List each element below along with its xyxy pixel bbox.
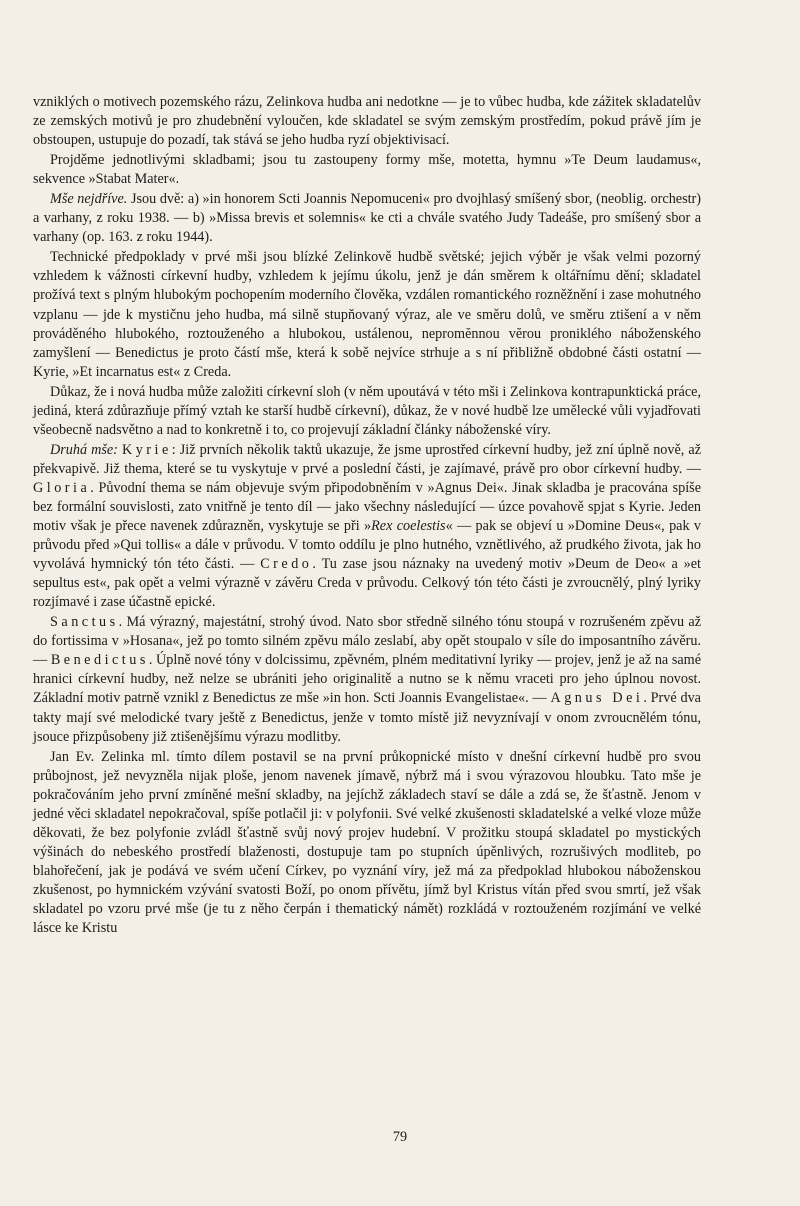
paragraph-6-lead: Druhá mše: (50, 441, 118, 458)
benedictus-heading: Benedictus (50, 652, 149, 669)
paragraph-3-text: Jsou dvě: a) »in honorem Scti Joannis Nepomuceni« pro dvojhlasý smíšený sbor, (neoblig. orchestr) a varhany, z roku 1938. — b) »Missa brevis et solemnis« ke cti a chvále svatého Judy Tadeáše, pro smíšený sbor a varhany (op. 163. z roku 1944). (33, 191, 701, 246)
paragraph-6-text-2: : Již prvních několik taktů ukazuje, že jsme uprostřed církevní hudby, jež zní úplně nově, až překvapivě. Již thema, které se tu vyskytuje v prvé a poslední části, je zajímavé, právě pro obor církevní hudby. — (33, 441, 701, 477)
paragraph-3 (33, 190, 701, 247)
paragraph-6 (33, 441, 701, 612)
paragraph-6-text-5: . Tu zase jsou náznaky na uvedený motiv »Deum de Deo« a »et sepultus est«, pak opět a velmi výrazně v závěru Creda v průvodu. Celkový tón této části je zvroucnělý, plný lyriky rozjímavé i zase účastně epické. (33, 556, 701, 611)
rex-coelestis-phrase: Rex coelestis (371, 518, 446, 535)
page-body (33, 93, 701, 938)
agnus-dei-heading: Agnus Dei (550, 690, 644, 707)
sanctus-heading: Sanctus (50, 614, 119, 631)
paragraph-7-text-3: . Prvé dva takty mají své melodické tvary ještě z Benedictus, jenže v tomto místě již nevyznívají v onom zvroucnělém tónu, jsouce přizpůsobeny již ztišenějšímu výrazu modlitby. (33, 690, 701, 745)
paragraph-7-text-1: . Má výrazný, majestátní, strohý úvod. Nato sbor středně silného tónu stoupá v rozrušeném zpěvu až do fortissima v »Hosana«, jež po tomto silném zpěvu málo zeslabí, aby opět stoupalo v síle do imposantního závěru. — (33, 614, 701, 669)
paragraph-2: Projděme jednotlivými skladbami; jsou tu zastoupeny formy mše, motetta, hymnu »Te Deum laudamus«, sekvence »Stabat Mater«. (33, 152, 701, 188)
paragraph-1: vzniklých o motivech pozemského rázu, Zelinkova hudba ani nedotkne — je to vůbec hudba, kde zážitek skladatelův ze zemských motivů je pro zhudebnění vyloučen, kde skladatel se svým zemským prostředím, pokud právě jím je obstoupen, ustupuje do pozadí, tak stává se jeho hudba ryzí objektivisací. (33, 94, 701, 149)
gloria-heading: Gloria (33, 479, 91, 496)
paragraph-6-text-3: . Původní thema se nám objevuje svým připodobněním v »Agnus Dei«. Jinak skladba je pracována spíše bez formální souvislosti, zato vnitřně je tento díl — jako všechny následující — úzce povahově spjat s Kyrie. Jeden motiv však je přece navenek zdůrazněn, vyskytuje se při » (33, 479, 701, 535)
credo-heading: Credo (260, 556, 313, 573)
paragraph-3-lead: Mše nejdříve. (50, 191, 128, 208)
paragraph-4: Technické předpoklady v prvé mši jsou blízké Zelinkově hudbě světské; jejich výběr je však velmi pozorný vzhledem k vážnosti církevní hudby, vzhledem k jejímu úkolu, jenž je dán směrem k oltářnímu dění; skladatel prožívá text s plným hlubokým pochopením moderního člověka, vzdálen romantického rozněžnění i zase mohutného vzplanu — jde k mystičnu jeho hudba, má silně stupňovaný výraz, ale ve směru dolů, ve směru ztišení a v něm prováděného hlubokého, roztouženého a hlubokou, ustálenou, nepromĕnnou vĕrou proniklého náboženského zamyšlení — Benedictus je proto částí mše, která k sobě nejvíce strhuje a s ní přibližně obdobné části ostatní — Kyrie, »Et incarnatus est« z Creda. (33, 249, 701, 380)
paragraph-5: Důkaz, že i nová hudba může založiti církevní sloh (v něm upoutává v této mši i Zelinkova kontrapunktická práce, jediná, která zdůrazňuje přímý vztah ke starší hudbě církevní), důkaz, že v nové hudbě lze umělecké vůli vyjadřovati všeobecně nadsvětno a nad to konkretně i to, co projevují základní články náboženské víry. (33, 383, 701, 438)
page-number: 79 (392, 1129, 408, 1145)
paragraph-7-text-2: . Úplně nové tóny v dolcissimu, zpěvném, plném meditativní lyriky — projev, jenž je až na samé hranici církevní hudby, než nelze se ubrániti jeho originalitě a nutno se k němu vraceti pro jeho úplnou novost. Základní motiv patrně vznikl z Benedictus ze mše »in hon. Scti Joannis Evangelistae«. — (33, 652, 701, 707)
kyrie-heading: Kyrie (121, 441, 172, 458)
paragraph-7 (33, 613, 701, 746)
paragraph-6-text-4: « — pak se objeví u »Domine Deus«, pak v průvodu před »Qui tollis« a dále v průvodu. V tomto oddílu je plno hutného, vznětlivého, až prudkého života, jak ho vyvolává hymnický tón této části. — (33, 518, 701, 573)
paragraph-8: Jan Ev. Zelinka ml. tímto dílem postavil se na první průkopnické místo v dnešní církevní hudbě pro svou průbojnost, jež nevyzněla nijak ploše, jenom navenek jímavě, nýbrž má i svou výrazovou hloubku. Tato mše je pokračováním jeho první zmíněné mešní skladby, na jejíchž základech staví se dále a zdá se, že šťastně. Jenom v jedné věci skladatel nepokračoval, spíše potlačil ji: v polyfonii. Své velké zkušenosti skladatelské a velké vloze může děkovati, že bez polyfonie zvládl šťastně svůj nový projev hudební. V prožitku stoupá skladatel po mystických výšinách do nebeského prostředí blaženosti, dostupuje tam po stupních úpěnlivých, rozrušivých modliteb, po blahořečení, jak je podává ve svém učení Církev, po vyznání víry, jež má za předpoklad hlubokou náboženskou zkušenost, po hymnickém vzývání svatosti Boží, po onom přívětu, jímž byl Kristus vítán před svou smrtí, jež však skladatel po vzoru prvé mše (je tu z něho čerpán i thematický námět) rozkládá v roztouženém rozjímání ve velké lásce ke Kristu (33, 748, 701, 937)
